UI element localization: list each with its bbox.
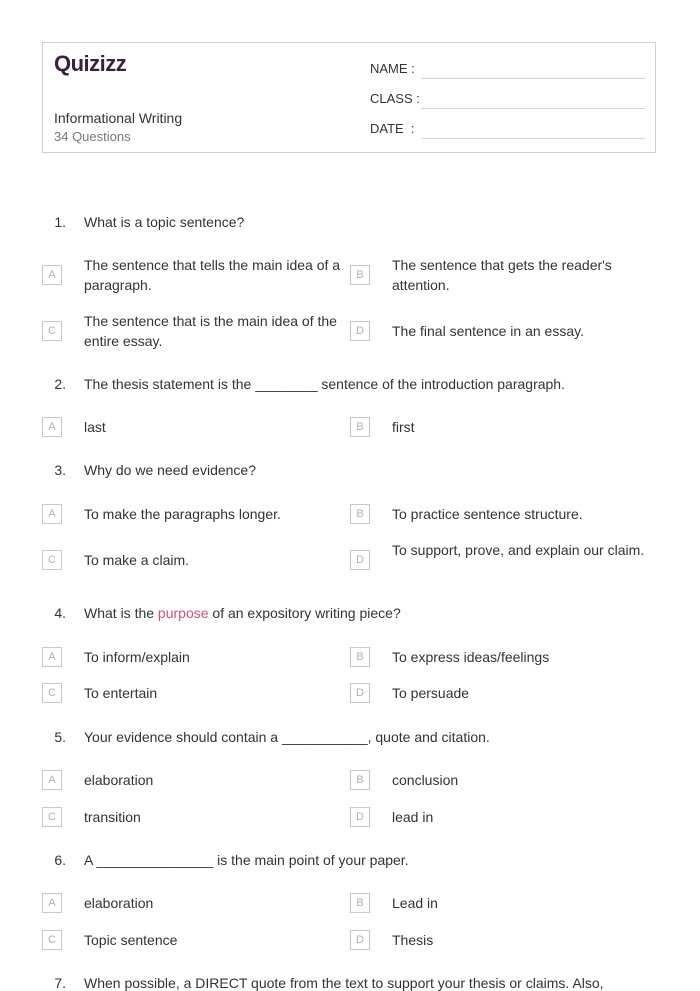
highlighted-word: purpose [157,605,209,621]
question-text: The thesis statement is the ________ sentence of the introduction paragraph. [84,376,565,392]
option-letter-box: B [350,770,370,790]
option-text: first [392,419,415,435]
option-letter-box: A [42,417,62,437]
question-number: 7. [54,975,66,991]
option-letter-box: C [42,683,62,703]
question-text-after: of an expository writing piece? [208,605,401,621]
name-line [421,78,645,79]
option-text: To practice sentence structure. [392,506,583,522]
option-letter-box: D [350,683,370,703]
option-text: To inform/explain [84,649,190,665]
question-text: What is a topic sentence? [84,214,245,230]
option-letter-box: B [350,504,370,524]
option-text: Topic sentence [84,932,178,948]
question-number: 4. [54,605,66,621]
option-text: The sentence that tells the main idea of a paragraph. [84,257,341,293]
option-text: Thesis [392,932,434,948]
question-number: 1. [54,214,66,230]
option-text: The sentence that gets the reader's attention. [392,257,612,293]
option-text: last [84,419,106,435]
option-text: The final sentence in an essay. [392,323,584,339]
option-letter-box: C [42,807,62,827]
option-letter-box: D [350,807,370,827]
question-text: Your evidence should contain a ___________, quote and citation. [84,729,490,745]
option-text: Lead in [392,895,438,911]
option-letter-box: C [42,550,62,570]
option-letter-box: B [350,893,370,913]
option-letter-box: A [42,893,62,913]
question-text: When possible, a DIRECT quote from the text to support your thesis or claims. Also, [84,975,604,991]
option-letter-box: A [42,647,62,667]
option-text: To persuade [392,685,470,701]
option-text: To make a claim. [84,552,190,568]
option-text: To express ideas/feelings [392,649,550,665]
option-text: To make the paragraphs longer. [84,506,281,522]
name-label: NAME : [370,61,415,76]
date-line [421,138,645,139]
question-number: 5. [54,729,66,745]
question-text-before: What is the [84,605,158,621]
option-letter-box: B [350,417,370,437]
question-text: A _______________ is the main point of your paper. [84,852,409,868]
question-count: 34 Questions [54,129,131,144]
option-letter-box: A [42,504,62,524]
question-number: 2. [54,376,66,392]
question-number: 3. [54,462,66,478]
option-text: The sentence that is the main idea of the entire essay. [84,313,337,349]
class-label: CLASS : [370,91,420,106]
option-text: transition [84,809,141,825]
option-letter-box: A [42,265,62,285]
question-number: 6. [54,852,66,868]
option-letter-box: C [42,930,62,950]
option-text: elaboration [84,895,154,911]
option-text: To support, prove, and explain our claim. [392,542,645,558]
date-label: DATE : [370,121,415,136]
worksheet-header [42,42,656,153]
option-letter-box: D [350,930,370,950]
option-letter-box: D [350,321,370,341]
question-text [84,605,654,621]
option-letter-box: C [42,321,62,341]
question-text: Why do we need evidence? [84,462,256,478]
option-text: conclusion [392,772,459,788]
option-letter-box: B [350,265,370,285]
class-line [421,108,645,109]
option-text: To entertain [84,685,158,701]
option-letter-box: A [42,770,62,790]
worksheet-title: Informational Writing [54,110,183,126]
option-letter-box: D [350,550,370,570]
option-text: elaboration [84,772,154,788]
option-text: lead in [392,809,434,825]
quizizz-logo: Quizizz [54,51,127,76]
option-letter-box: B [350,647,370,667]
